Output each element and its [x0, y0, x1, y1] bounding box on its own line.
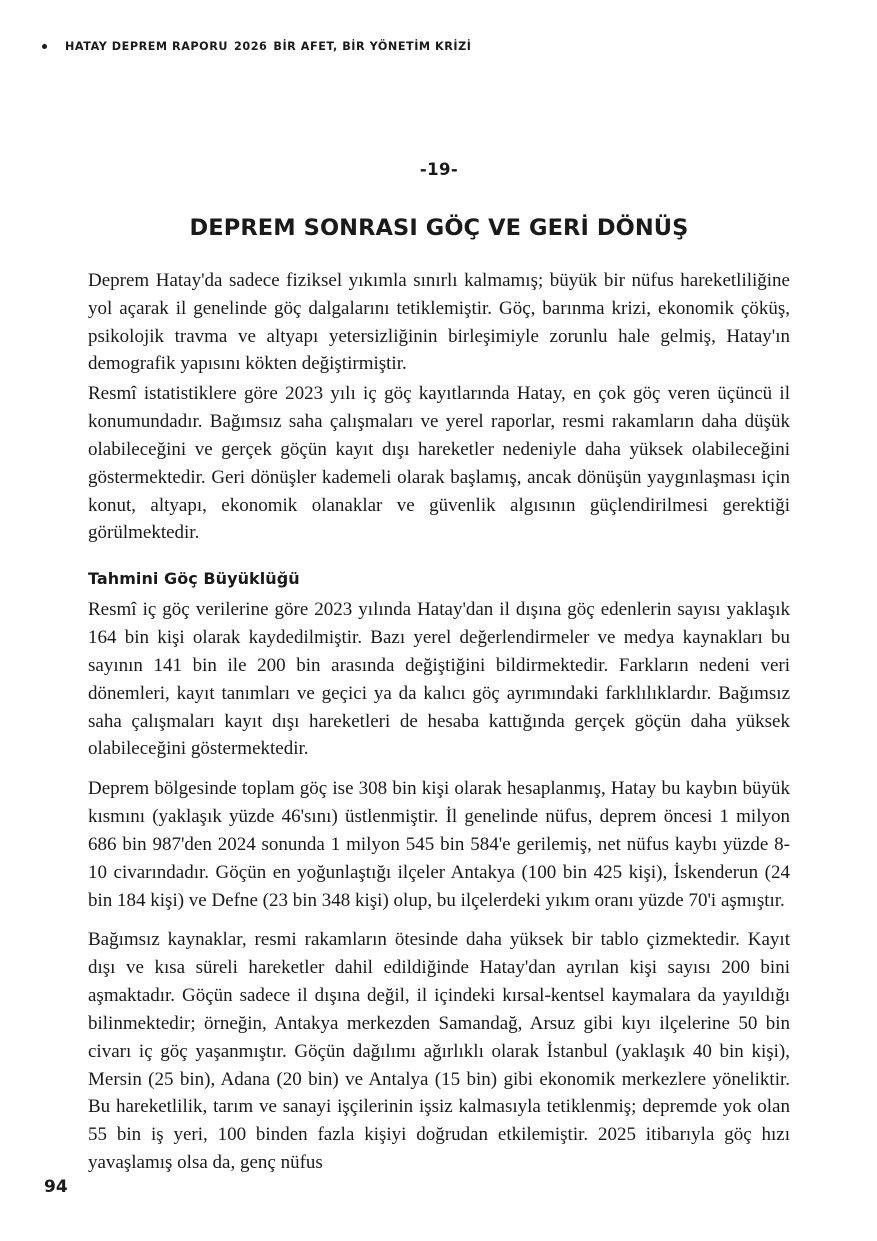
page-title: DEPREM SONRASI GÖÇ VE GERİ DÖNÜŞ [189, 215, 689, 241]
bullet-dot-icon [42, 44, 47, 49]
section-number: -19- [419, 160, 459, 179]
subheading: Tahmini Göç Büyüklüğü [88, 569, 300, 589]
page-number: 94 [44, 1177, 68, 1197]
page-content [88, 160, 790, 1179]
header-report-title: HATAY DEPREM RAPORU [65, 40, 229, 53]
paragraph: Deprem Hatay'da sadece fiziksel yıkımla sınırlı kalmamış; büyük bir nüfus hareketliliğine yol açarak il genelinde göç dalgalarını tetiklemiştir. Göç, barınma krizi, ekonomik çöküş, psikolojik travma ve altyapı yetersizliğinin birleşimiyle zorunlu hale gelmiş, Hatay'ın demografik yapısını kökten değiştirmiştir. [88, 270, 790, 375]
header-title-group [65, 40, 472, 53]
paragraph: Resmî iç göç verilerine göre 2023 yılında Hatay'dan il dışına göç edenlerin sayısı yaklaşık 164 bin kişi olarak kaydedilmiştir. Bazı yerel değerlendirmeler ve medya kaynakları bu sayının 141 bin ile 200 bin arasında değiştiğini bildirmektedir. Farkların nedeni veri dönemleri, kayıt tanımları ve geçici ya da kalıcı göç ayrımındaki farklılıklardır. Bağımsız saha çalışmaları kayıt dışı hareketleri de hesaba kattığında gerçek göçün daha yüksek olabileceğini göstermektedir. [88, 599, 790, 760]
header-year: 2026 [234, 40, 268, 53]
header-subtitle: BİR AFET, BİR YÖNETİM KRİZİ [273, 40, 472, 53]
running-header [65, 40, 789, 53]
paragraph: Deprem bölgesinde toplam göç ise 308 bin kişi olarak hesaplanmış, Hatay bu kaybın büyük kısmını (yaklaşık yüzde 46'sını) üstlenmiştir. İl genelinde nüfus, deprem öncesi 1 milyon 686 bin 987'den 2024 sonunda 1 milyon 545 bin 584'e gerilemiş, net nüfus kaybı yüzde 8-10 civarındadır. Göçün en yoğunlaştığı ilçeler Antakya (100 bin 425 kişi), İskenderun (24 bin 184 kişi) ve Defne (23 bin 348 kişi) olup, bu ilçelerdeki yıkım oranı yüzde 70'i aşmıştır. [88, 778, 790, 911]
paragraph: Bağımsız kaynaklar, resmi rakamların ötesinde daha yüksek bir tablo çizmektedir. Kayıt dışı ve kısa süreli hareketler dahil edildiğinde Hatay'dan ayrılan kişi sayısı 200 bini aşmaktadır. Göçün sadece il dışına değil, il içindeki kırsal-kentsel kaymalara da yayıldığı bilinmektedir; örneğin, Antakya merkezden Samandağ, Arsuz gibi kıyı ilçelerine 50 bin civarı iç göç yaşanmıştır. Göçün dağılımı ağırlıklı olarak İstanbul (yaklaşık 40 bin kişi), Mersin (25 bin), Adana (20 bin) ve Antalya (15 bin) gibi ekonomik merkezlere yöneliktir. Bu hareketlilik, tarım ve sanayi işçilerinin işsiz kalmasıyla tetiklenmiş; depremde yok olan 55 bin iş yeri, 100 binden fazla kişiyi doğrudan etkilemiştir. 2025 itibarıyla göç hızı yavaşlamış olsa da, genç nüfus [88, 929, 790, 1174]
paragraph: Resmî istatistiklere göre 2023 yılı iç göç kayıtlarında Hatay, en çok göç veren üçüncü il konumundadır. Bağımsız saha çalışmaları ve yerel raporlar, resmi rakamların daha düşük olabileceğini ve gerçek göçün kayıt dışı hareketler nedeniyle daha yüksek olabileceğini göstermektedir. Geri dönüşler kademeli olarak başlamış, ancak dönüşün yaygınlaşması için konut, altyapı, ekonomik olanaklar ve güvenlik algısının güçlendirilmesi gerektiği görülmektedir. [88, 383, 790, 544]
